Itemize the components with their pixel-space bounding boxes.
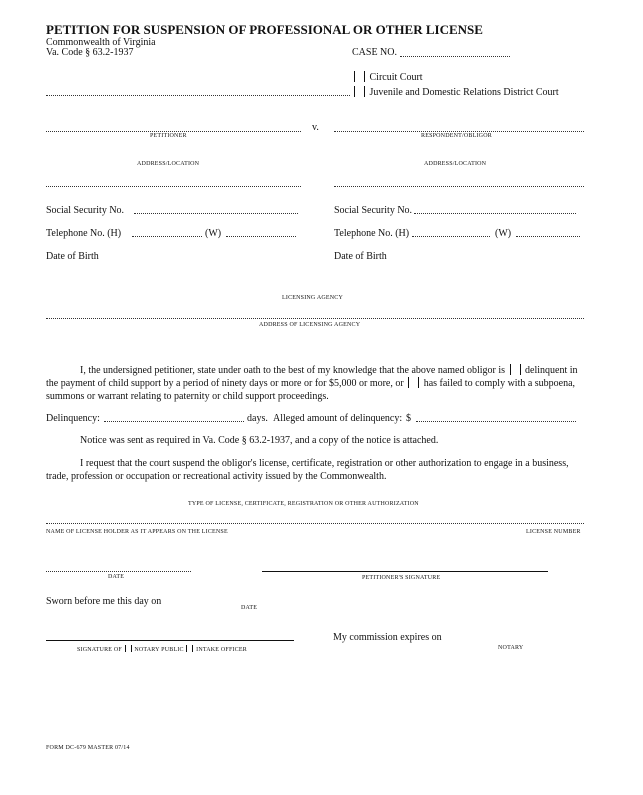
petition-date-label: DATE [108,574,125,580]
petitioner-field[interactable] [46,131,301,132]
respondent-home-phone-field[interactable] [412,236,490,237]
sworn-date-label: DATE [241,605,258,611]
court-option-circuit[interactable] [352,71,423,83]
currency-symbol: $ [406,413,411,424]
respondent-address-field[interactable] [334,186,584,187]
sworn-text: Sworn before me this day on [46,596,162,607]
code-reference: Va. Code § 63.2-1937 [46,47,134,58]
signature-of-label: SIGNATURE OF [77,647,122,653]
licensing-agency-address-field[interactable] [46,318,584,319]
versus: v. [312,122,319,133]
respondent-ssn-label: Social Security No. [334,205,413,216]
statement-part3: has failed to comply with a subpoena, summons or warrant relating to paternity or child support proceedings. [46,378,576,402]
commission-text: My commission expires on [333,632,442,643]
court-location-field[interactable] [46,95,350,96]
checkbox-circuit[interactable] [354,71,365,82]
respondent-ssn-field[interactable] [414,213,576,214]
petitioner-ssn-field[interactable] [134,213,298,214]
court-option-label: Juvenile and Domestic Relations District Court [369,87,559,98]
petitioner-signature-line[interactable] [262,571,548,572]
license-type-label: TYPE OF LICENSE, CERTIFICATE, REGISTRATION OR OTHER AUTHORIZATION [188,501,419,507]
respondent-work-label: (W) [495,228,512,239]
petitioner-address-field[interactable] [46,186,301,187]
amount-label: Alleged amount of delinquency: [273,413,403,424]
signature-of-row [77,645,247,653]
respondent-address-label: ADDRESS/LOCATION [424,161,487,167]
officer-signature-line[interactable] [46,640,294,641]
checkbox-subpoena[interactable] [408,377,419,388]
respondent-label: RESPONDENT/OBLIGOR [421,133,492,139]
petitioner-home-phone-field[interactable] [132,236,202,237]
statement-part1: I, the undersigned petitioner, state under oath to the best of my knowledge that the above named obligor is [80,365,506,376]
delinquency-label: Delinquency: [46,413,100,424]
statement-part2: delinquent in the payment of child support by a period of ninety days or more or for $5,000 or more, or [46,365,578,389]
petition-date-field[interactable] [46,571,191,572]
checkbox-notary-public[interactable] [125,645,132,652]
jurisdiction: Commonwealth of Virginia [46,37,156,48]
petitioner-label: PETITIONER [150,133,187,139]
license-holder-field[interactable] [46,523,584,524]
notary-label: NOTARY [498,645,524,651]
petitioner-phone-label: Telephone No. (H) [46,228,122,239]
checkbox-intake-officer[interactable] [186,645,193,652]
intake-officer-label: INTAKE OFFICER [196,647,247,653]
petitioner-address-label: ADDRESS/LOCATION [137,161,200,167]
respondent-field[interactable] [334,131,584,132]
delinquency-days-field[interactable] [104,421,244,422]
request-statement: I request that the court suspend the obligor's license, certificate, registration or other authorization to engage in a business, trade, profession or occupation or recreational activity issued by the Commonwealth. [46,458,569,482]
petitioner-work-phone-field[interactable] [226,236,296,237]
license-holder-label: NAME OF LICENSE HOLDER AS IT APPEARS ON THE LICENSE [46,529,228,535]
form-title: PETITION FOR SUSPENSION OF PROFESSIONAL OR OTHER LICENSE [46,22,483,37]
agency-address-label: ADDRESS OF LICENSING AGENCY [259,322,361,328]
notice-statement: Notice was sent as required in Va. Code § 63.2-1937, and a copy of the notice is attached. [80,435,439,446]
notary-public-label: NOTARY PUBLIC [134,647,184,653]
checkbox-jdr[interactable] [354,86,365,97]
respondent-phone-label: Telephone No. (H) [334,228,410,239]
days-label: days. [247,413,268,424]
respondent-work-phone-field[interactable] [516,236,580,237]
sworn-statement [46,364,586,403]
case-no-field[interactable] [400,56,510,57]
respondent-dob-label: Date of Birth [334,251,387,262]
petitioner-ssn-label: Social Security No. [46,205,125,216]
form-id: FORM DC-679 MASTER 07/14 [46,745,130,751]
court-option-label: Circuit Court [369,72,423,83]
case-no-label: CASE NO. [352,47,398,58]
petitioner-signature-label: PETITIONER'S SIGNATURE [362,575,441,581]
checkbox-delinquent[interactable] [510,364,521,375]
delinquency-amount-field[interactable] [416,421,576,422]
petitioner-work-label: (W) [205,228,222,239]
court-option-jdr[interactable] [352,86,559,98]
petitioner-dob-label: Date of Birth [46,251,99,262]
license-number-label: LICENSE NUMBER [526,529,581,535]
licensing-agency-label: LICENSING AGENCY [282,295,344,301]
